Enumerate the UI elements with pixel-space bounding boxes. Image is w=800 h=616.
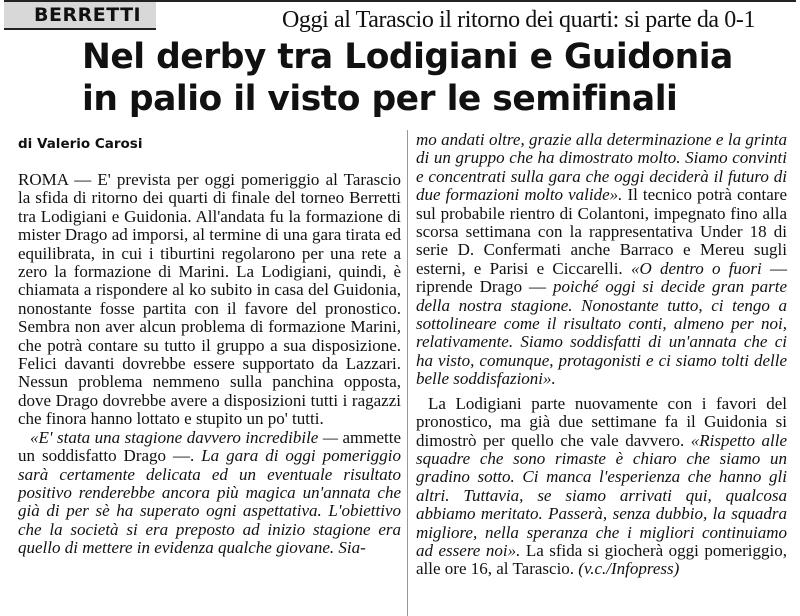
left-paragraph-1: ROMA — E' prevista per oggi pomeriggio al Tarascio la sfida di ritorno dei quarti di finale del torneo Berretti tra Lodigiani e Guidonia. All'andata fu la formazione di mister Drago ad imporsi, al termine di una gara tirata ed equilibrata, in cui i tiburtini regolarono per una rete a zero la formazione di Marini. La Lodigiani, quindi, è chiamata a rispondere al ko subito in casa del Guidonia, nonostante fosse partita con il favore del pronostico. Sembra non aver alcun problema di formazione Marini, che potrà contare su tutto il gruppo a sua disposizione. Felici davanti dovrebbe essere supportato da Lazzari. Nessun problema nemmeno sulla panchina opposta, dove Drago dovrebbe avere a disposizioni tutti i ragazzi che finora hanno lottato e stupito un po' tutti. bbox=[18, 170, 401, 429]
quote-span: mo andati oltre, grazie alla determinazione e la grinta di un gruppo che ha dimostrato molto. Siamo convinti e concentrati sulla gara che oggi deciderà il futuro di due formazioni molto valide». bbox=[416, 130, 787, 205]
section-label: BERRETTI bbox=[4, 2, 156, 30]
text-span: La Lodigiani parte nuovamente con i favori del pronostico, ma già due settimane fa il Guidonia si dimostrò per quello che vale davvero. bbox=[416, 393, 787, 450]
quote-span: «E' stata una stagione davvero incredibile — bbox=[30, 427, 338, 447]
quote-span: «Rispetto alle squadre che sono rimaste è chiaro che siamo un gradino sotto. Ci manca l'esperienza che hanno gli altri. Tuttavia, se siamo arrivati qui, qualcosa abbiamo meritato. Passerà, senza dubbio, la squadra migliore, nella speranza che i migliori continuiamo ad essere noi». bbox=[416, 430, 787, 560]
headline-line-2: in palio il visto per le semifinali bbox=[82, 79, 678, 119]
kicker-subheadline: Oggi al Tarascio il ritorno dei quarti: si parte da 0-1 bbox=[282, 7, 756, 33]
left-paragraph-2 bbox=[18, 429, 401, 558]
byline: di Valerio Carosi bbox=[18, 136, 143, 152]
text-span: La sfida si giocherà oggi pomeriggio, alle ore 16, al Tarascio. bbox=[416, 540, 787, 579]
column-divider bbox=[407, 130, 408, 616]
article-column-left bbox=[18, 171, 401, 558]
text-span: Il tecnico potrà contare sul probabile rientro di Colantoni, impegnato fino alla scorsa settimana con la rappresentativa Under 18 di serie D. Confermati anche Barraco e Mereu sugli esterni, e Parisi e Ciccarelli. bbox=[416, 185, 788, 278]
headline bbox=[82, 36, 796, 120]
text-span: — riprende Drago — bbox=[416, 258, 788, 297]
quote-span: poiché oggi si decide gran parte della nostra stagione. Nonostante tutto, ci tengo a sottolineare come il risultato conti, almeno per noi, relativamente. Siamo soddisfatti di un'annata che ci ha visto, comunque, protagonisti e ci siamo tolti delle belle soddisfazioni». bbox=[416, 277, 787, 389]
quote-span: La gara di oggi pomeriggio sarà certamente delicata ed un eventuale risultato positivo renderebbe ancora più magica un'annata che già di per sè ha superato ogni aspettativa. L'obiettivo che la società si era preposto ad inizio stagione era quello di mettere in evidenza qualche giovane. Sia- bbox=[18, 446, 401, 558]
headline-line-1: Nel derby tra Lodigiani e Guidonia bbox=[82, 37, 733, 77]
article-column-right bbox=[416, 131, 787, 579]
credit-span: (v.c./Infopress) bbox=[578, 559, 680, 579]
right-paragraph-2 bbox=[416, 395, 787, 579]
text-span: ammette un soddisfatto Drago —. bbox=[18, 427, 401, 466]
quote-span: «O dentro o fuori bbox=[630, 258, 762, 278]
right-paragraph-1 bbox=[416, 131, 787, 389]
